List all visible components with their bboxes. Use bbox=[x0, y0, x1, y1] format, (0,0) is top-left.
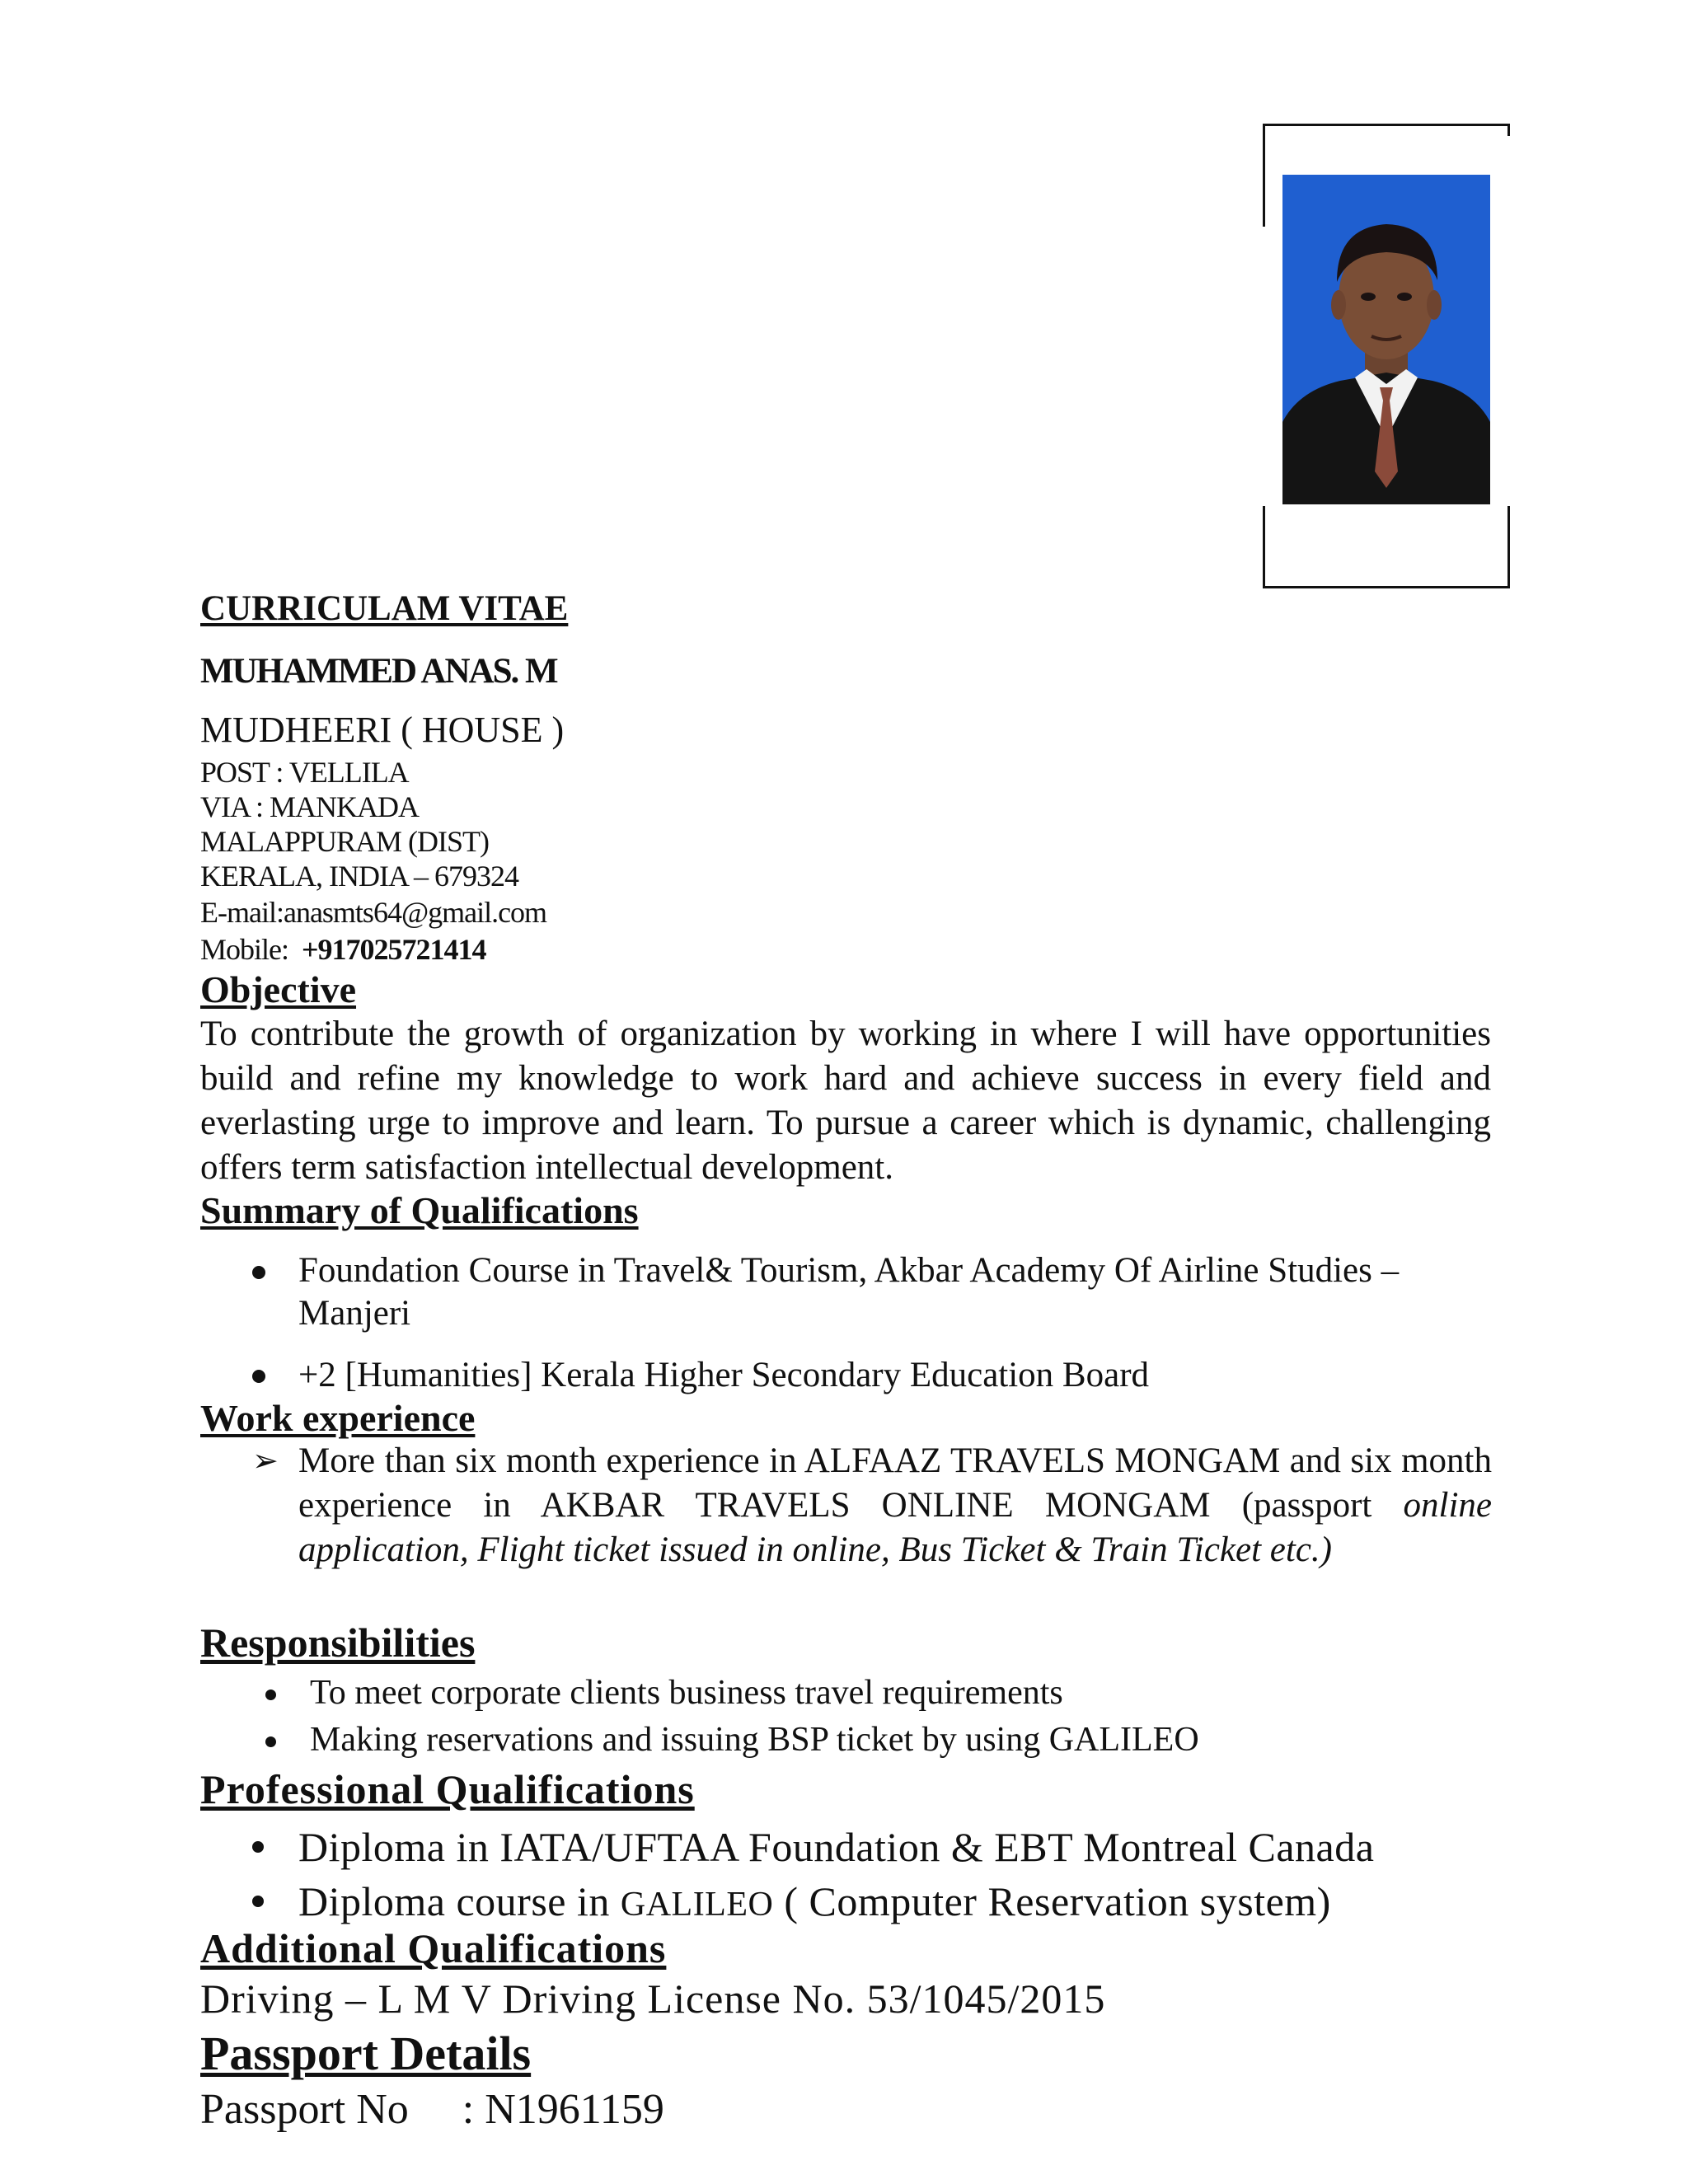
objective-heading: Objective bbox=[200, 968, 357, 1010]
professional-heading: Professional Qualifications bbox=[200, 1766, 695, 1812]
photo-frame-bottom bbox=[1263, 506, 1510, 588]
bullet-icon bbox=[252, 1841, 264, 1853]
bullet-icon bbox=[252, 1370, 265, 1383]
mobile-line bbox=[200, 932, 486, 967]
responsibilities-heading: Responsibilities bbox=[200, 1619, 476, 1666]
professional-item: Diploma course in GALILEO ( Computer Reservation system) bbox=[298, 1878, 1331, 1924]
responsibility-item: To meet corporate clients business travel requirements bbox=[310, 1674, 1063, 1712]
responsibility-item: Making reservations and issuing BSP ticket by using GALILEO bbox=[310, 1721, 1199, 1759]
professional-item: Diploma in IATA/UFTAA Foundation & EBT Montreal Canada bbox=[298, 1824, 1375, 1870]
profile-photo bbox=[1282, 175, 1490, 504]
bullet-icon bbox=[252, 1266, 265, 1279]
mobile-number: +917025721414 bbox=[302, 933, 486, 966]
summary-item: Foundation Course in Travel& Tourism, Akbar Academy Of Airline Studies – Manjeri bbox=[298, 1251, 1400, 1333]
mobile-label: Mobile: bbox=[200, 933, 302, 966]
passport-heading: Passport Details bbox=[200, 2027, 532, 2080]
document-title: CURRICULAM VITAE bbox=[200, 589, 569, 628]
galileo-text: GALILEO bbox=[620, 1886, 774, 1924]
additional-heading: Additional Qualifications bbox=[200, 1925, 667, 1971]
email-address: E-mail:anasmts64@gmail.com bbox=[200, 896, 547, 929]
driving-license: Driving – L M V Driving License No. 53/1045/2015 bbox=[200, 1975, 1106, 2022]
arrow-bullet-icon: ➢ bbox=[252, 1442, 279, 1479]
summary-heading: Summary of Qualifications bbox=[200, 1189, 639, 1231]
address-via: VIA : MANKADA bbox=[200, 790, 419, 823]
address-state: KERALA, INDIA – 679324 bbox=[200, 860, 518, 893]
objective-text: To contribute the growth of organization by working in where I will have opportunities build and refine my knowledge to work hard and achieve success in every field and everlasting urge to improve and learn. To pursue a career which is dynamic, challenging offers term satisfaction intellectual development. bbox=[200, 1015, 1491, 1187]
work-experience-text bbox=[298, 1439, 1492, 1572]
address-district: MALAPPURAM (DIST) bbox=[200, 825, 490, 858]
address-house: MUDHEERI ( HOUSE ) bbox=[200, 710, 565, 750]
work-text-plain: More than six month experience in ALFAAZ TRAVELS MONGAM and six month experience in AKBAR TRAVELS ONLINE MONGAM (passport bbox=[298, 1441, 1492, 1525]
bullet-icon bbox=[252, 1896, 264, 1907]
address-post: POST : VELLILA bbox=[200, 756, 409, 789]
work-heading: Work experience bbox=[200, 1397, 476, 1439]
work-text-italic: online application, Flight ticket issued in online, Bus Ticket & Train Ticket etc.) bbox=[298, 1486, 1492, 1569]
bullet-icon bbox=[265, 1690, 276, 1700]
bullet-icon bbox=[265, 1736, 276, 1747]
passport-number: Passport No : N1961159 bbox=[200, 2086, 664, 2133]
summary-item: +2 [Humanities] Kerala Higher Secondary Education Board bbox=[298, 1356, 1150, 1394]
candidate-name: MUHAMMED ANAS. M bbox=[200, 652, 557, 691]
